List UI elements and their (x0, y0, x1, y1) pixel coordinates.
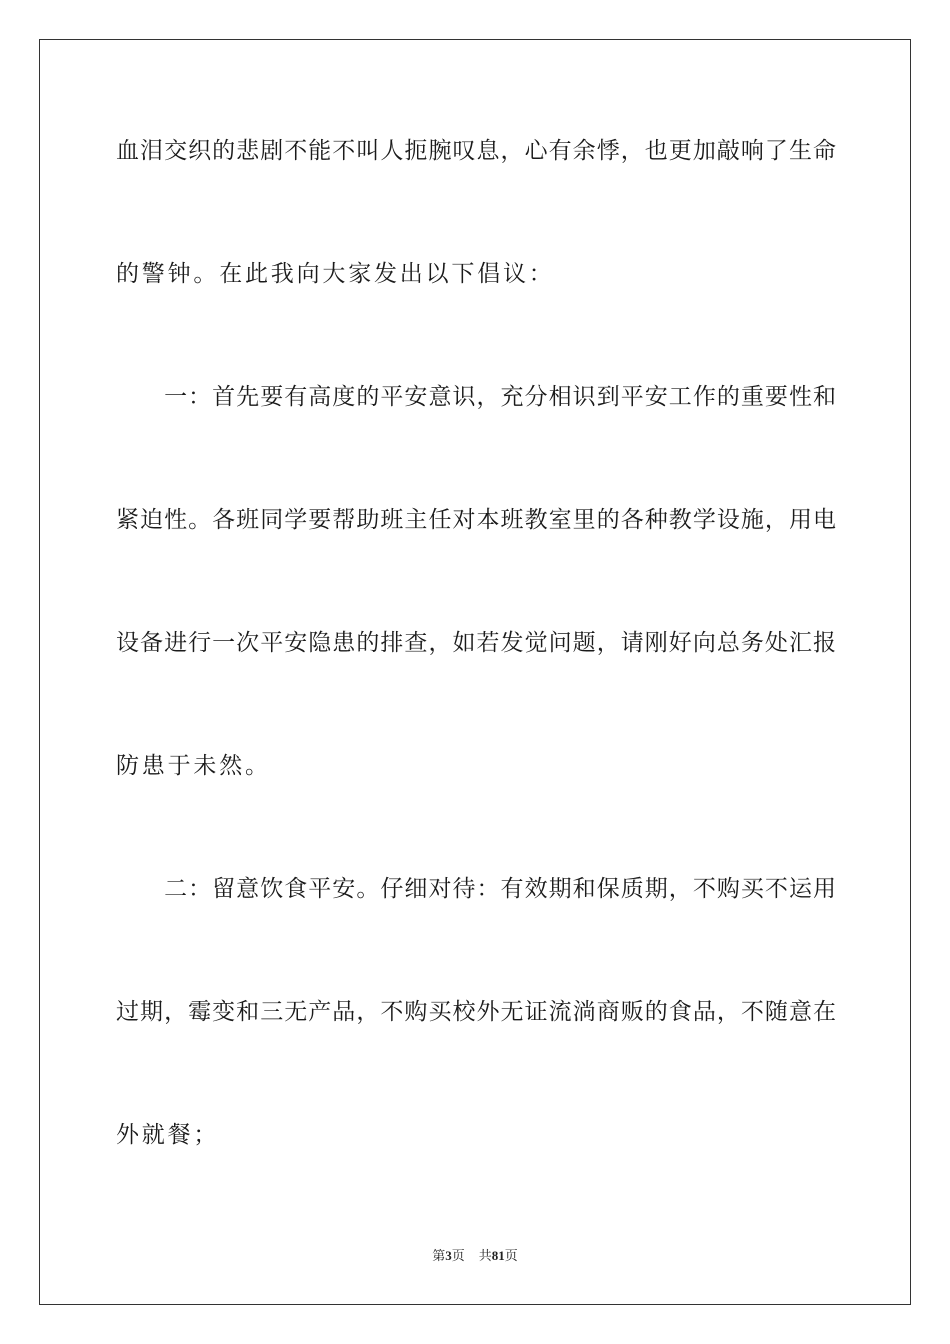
page-border (39, 39, 911, 1305)
body-line-9: 外就餐； (116, 1122, 220, 1148)
page-suffix: 页 (451, 1248, 465, 1263)
body-line-3: 一：首先要有高度的平安意识，充分相识到平安工作的重要性和 (116, 384, 836, 410)
total-suffix: 页 (504, 1248, 518, 1263)
body-line-8: 过期，霉变和三无产品，不购买校外无证流淌商贩的食品，不随意在 (116, 999, 836, 1025)
total-pages: 81 (491, 1248, 505, 1263)
body-line-6: 防患于未然。 (116, 753, 271, 779)
page-prefix: 第 (432, 1248, 446, 1263)
body-line-5: 设备进行一次平安隐患的排查，如若发觉问题，请刚好向总务处汇报 (116, 630, 836, 656)
body-line-1: 血泪交织的悲剧不能不叫人扼腕叹息，心有余悸，也更加敲响了生命 (116, 138, 836, 164)
body-line-2: 的警钟。在此我向大家发出以下倡议： (116, 261, 555, 287)
total-prefix: 共 (478, 1248, 492, 1263)
body-line-7: 二：留意饮食平安。仔细对待：有效期和保质期，不购买不运用 (116, 876, 836, 902)
page-number: 3 (445, 1248, 452, 1263)
body-line-4: 紧迫性。各班同学要帮助班主任对本班教室里的各种教学设施，用电 (116, 507, 836, 533)
page-footer (0, 1247, 950, 1265)
